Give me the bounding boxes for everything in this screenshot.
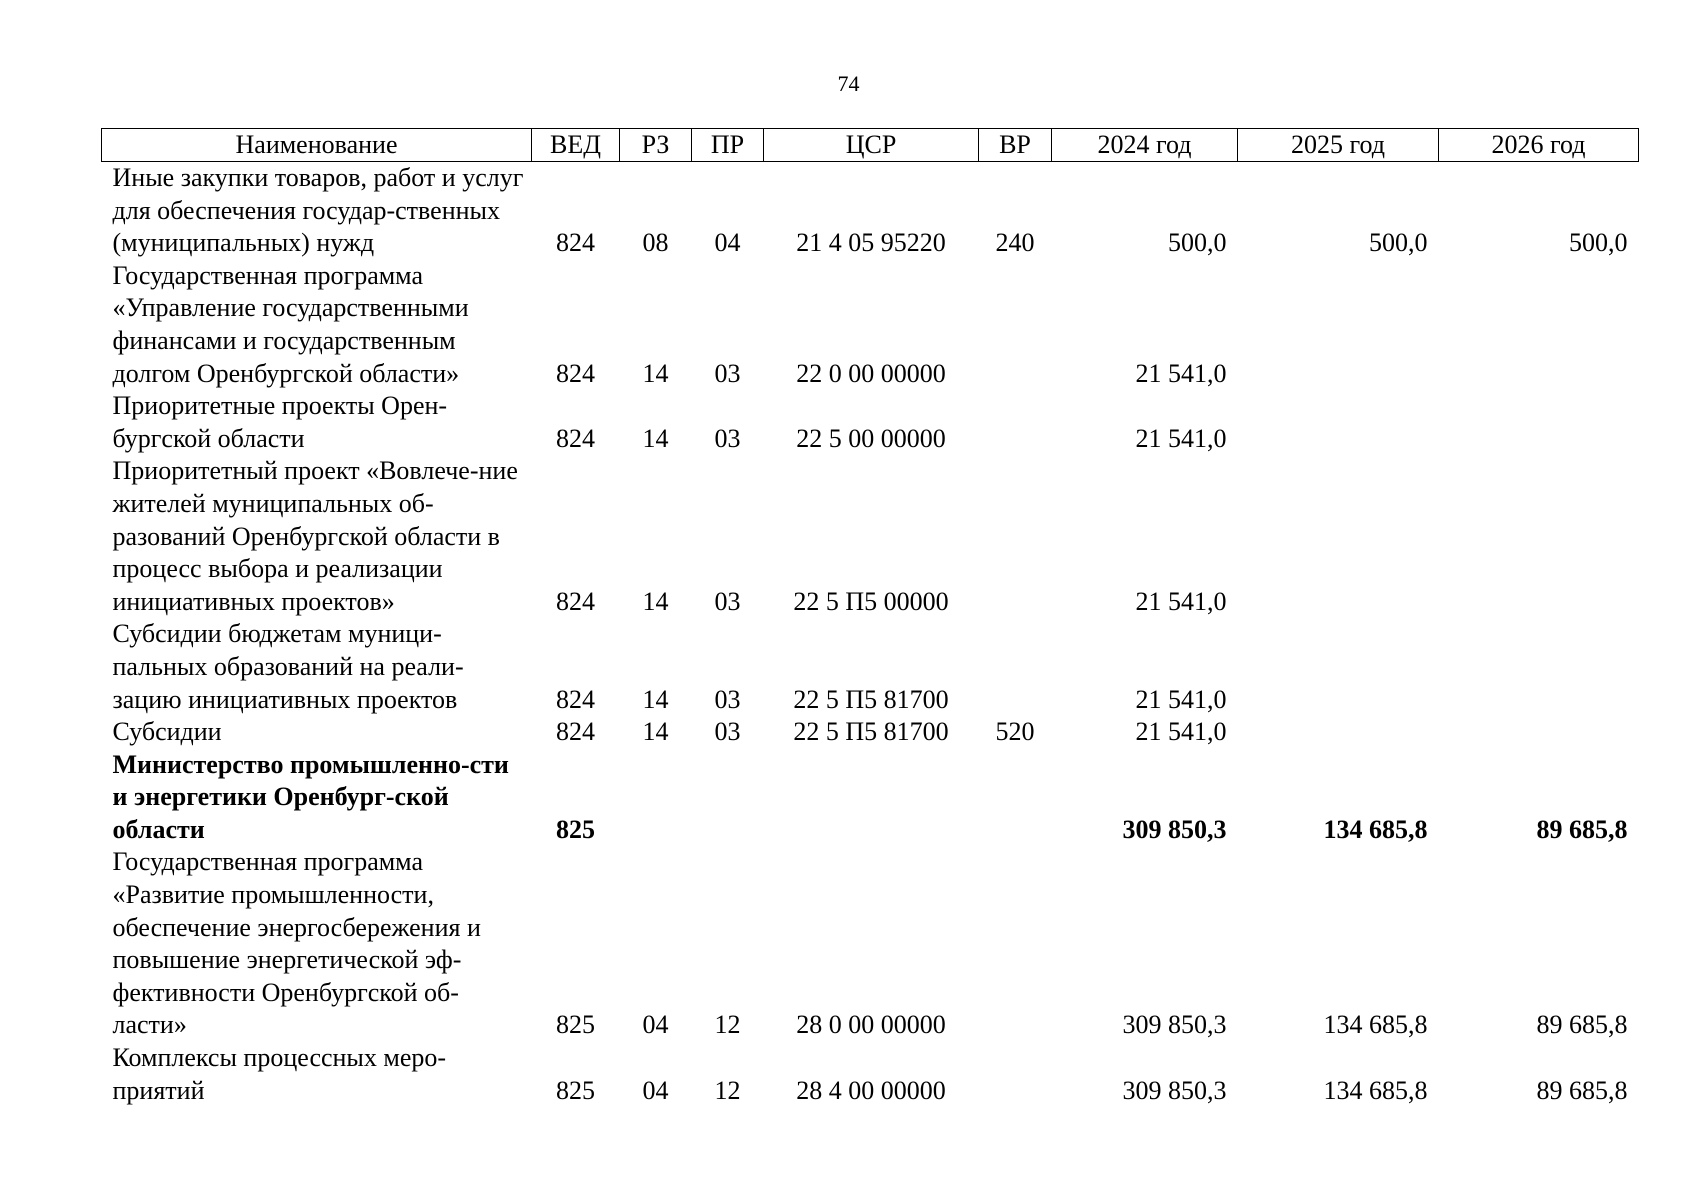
row-rz: 14 [642,423,669,453]
row-name: Государственная программа «Развитие промышленности, обеспечение энергосбережения и повышение энергетической эф-фективности Оренбургской об-ласти» [112,847,481,1040]
row-vr: 240 [995,228,1035,258]
row-ved: 825 [556,814,595,844]
row-2026 [1439,390,1639,455]
row-csr: 28 4 00 00000 [796,1075,946,1105]
row-name: Приоритетные проекты Орен-бургской области [112,391,448,453]
row-csr: 21 4 05 95220 [796,228,946,258]
row-csr: 22 5 00 00000 [796,423,946,453]
row-pr [692,749,764,847]
row-ved: 825 [556,1010,595,1040]
row-csr: 22 0 00 00000 [796,358,946,388]
row-2026 [1439,260,1639,390]
header-pr: ПР [692,129,764,162]
row-rz: 08 [642,228,669,258]
row-vr [979,749,1052,847]
row-name: Приоритетный проект «Вовлече-ние жителей муниципальных об-разований Оренбургской области в процесс выбора и реализации инициативных проектов» [112,456,518,616]
row-2024: 309 850,3 [1122,1010,1227,1040]
row-2025: 500,0 [1369,228,1428,258]
header-vr: ВР [979,129,1052,162]
header-rz: РЗ [620,129,692,162]
row-2026: 89 685,8 [1536,814,1628,844]
table-row [102,716,1639,749]
table-row [102,846,1639,1042]
row-rz: 14 [642,586,669,616]
row-vr: 520 [995,717,1035,747]
row-2026: 89 685,8 [1536,1010,1628,1040]
row-name: Министерство промышленно-сти и энергетики Оренбург-ской области [112,749,509,844]
row-2026 [1439,618,1639,716]
row-pr: 12 [714,1010,741,1040]
row-2026: 89 685,8 [1536,1075,1628,1105]
row-pr: 03 [714,423,741,453]
table-row [102,162,1639,260]
row-2026: 500,0 [1569,228,1628,258]
row-2025 [1238,260,1439,390]
header-csr: ЦСР [764,129,979,162]
row-vr [979,846,1052,1042]
header-2024: 2024 год [1052,129,1238,162]
row-2024: 21 541,0 [1135,586,1227,616]
row-name: Государственная программа «Управление государственными финансами и государственным долгом Оренбургской области» [112,260,469,388]
row-2024: 500,0 [1168,228,1227,258]
row-2024: 21 541,0 [1135,423,1227,453]
row-vr [979,260,1052,390]
page-number: 74 [837,71,860,96]
row-csr: 22 5 П5 00000 [793,586,949,616]
row-csr [764,749,979,847]
row-ved: 824 [556,228,595,258]
row-2024: 21 541,0 [1135,358,1227,388]
row-pr: 12 [714,1075,741,1105]
header-ved: ВЕД [532,129,620,162]
row-name: Иные закупки товаров, работ и услуг для обеспечения государ-ственных (муниципальных) нужд [112,163,524,258]
row-pr: 03 [714,717,741,747]
row-pr: 03 [714,358,741,388]
row-vr [979,618,1052,716]
row-2026 [1439,716,1639,749]
row-2025 [1238,455,1439,618]
row-vr [979,390,1052,455]
row-name: Субсидии [112,717,222,747]
row-csr: 22 5 П5 81700 [793,684,949,714]
row-csr: 28 0 00 00000 [796,1010,946,1040]
row-ved: 824 [556,358,595,388]
row-2025 [1238,618,1439,716]
row-2024: 309 850,3 [1122,814,1227,844]
row-2025: 134 685,8 [1323,1010,1428,1040]
table-row [102,1042,1639,1107]
row-2025: 134 685,8 [1323,814,1428,844]
row-ved: 824 [556,586,595,616]
row-pr: 03 [714,586,741,616]
row-rz: 04 [642,1075,669,1105]
table-header-row [102,129,1639,162]
row-vr [979,455,1052,618]
row-rz [620,749,692,847]
row-rz: 14 [642,717,669,747]
row-rz: 14 [642,684,669,714]
row-ved: 825 [556,1075,595,1105]
row-2026 [1439,455,1639,618]
row-name: Субсидии бюджетам муници-пальных образований на реали-зацию инициативных проектов [112,619,464,714]
row-vr [979,1042,1052,1107]
row-ved: 824 [556,717,595,747]
row-pr: 04 [714,228,741,258]
row-rz: 14 [642,358,669,388]
row-2025: 134 685,8 [1323,1075,1428,1105]
budget-table [101,128,1639,1107]
row-2025 [1238,390,1439,455]
header-2025: 2025 год [1238,129,1439,162]
table-row [102,390,1639,455]
row-csr: 22 5 П5 81700 [793,717,949,747]
row-ved: 824 [556,423,595,453]
table-row [102,260,1639,390]
row-2024: 21 541,0 [1135,684,1227,714]
row-2024: 309 850,3 [1122,1075,1227,1105]
table-row [102,455,1639,618]
row-name: Комплексы процессных меро-приятий [112,1043,447,1105]
row-2025 [1238,716,1439,749]
table-row-ministry [102,749,1639,847]
header-2026: 2026 год [1439,129,1639,162]
row-pr: 03 [714,684,741,714]
row-ved: 824 [556,684,595,714]
table-row [102,618,1639,716]
header-name: Наименование [102,129,532,162]
row-2024: 21 541,0 [1135,717,1227,747]
row-rz: 04 [642,1010,669,1040]
